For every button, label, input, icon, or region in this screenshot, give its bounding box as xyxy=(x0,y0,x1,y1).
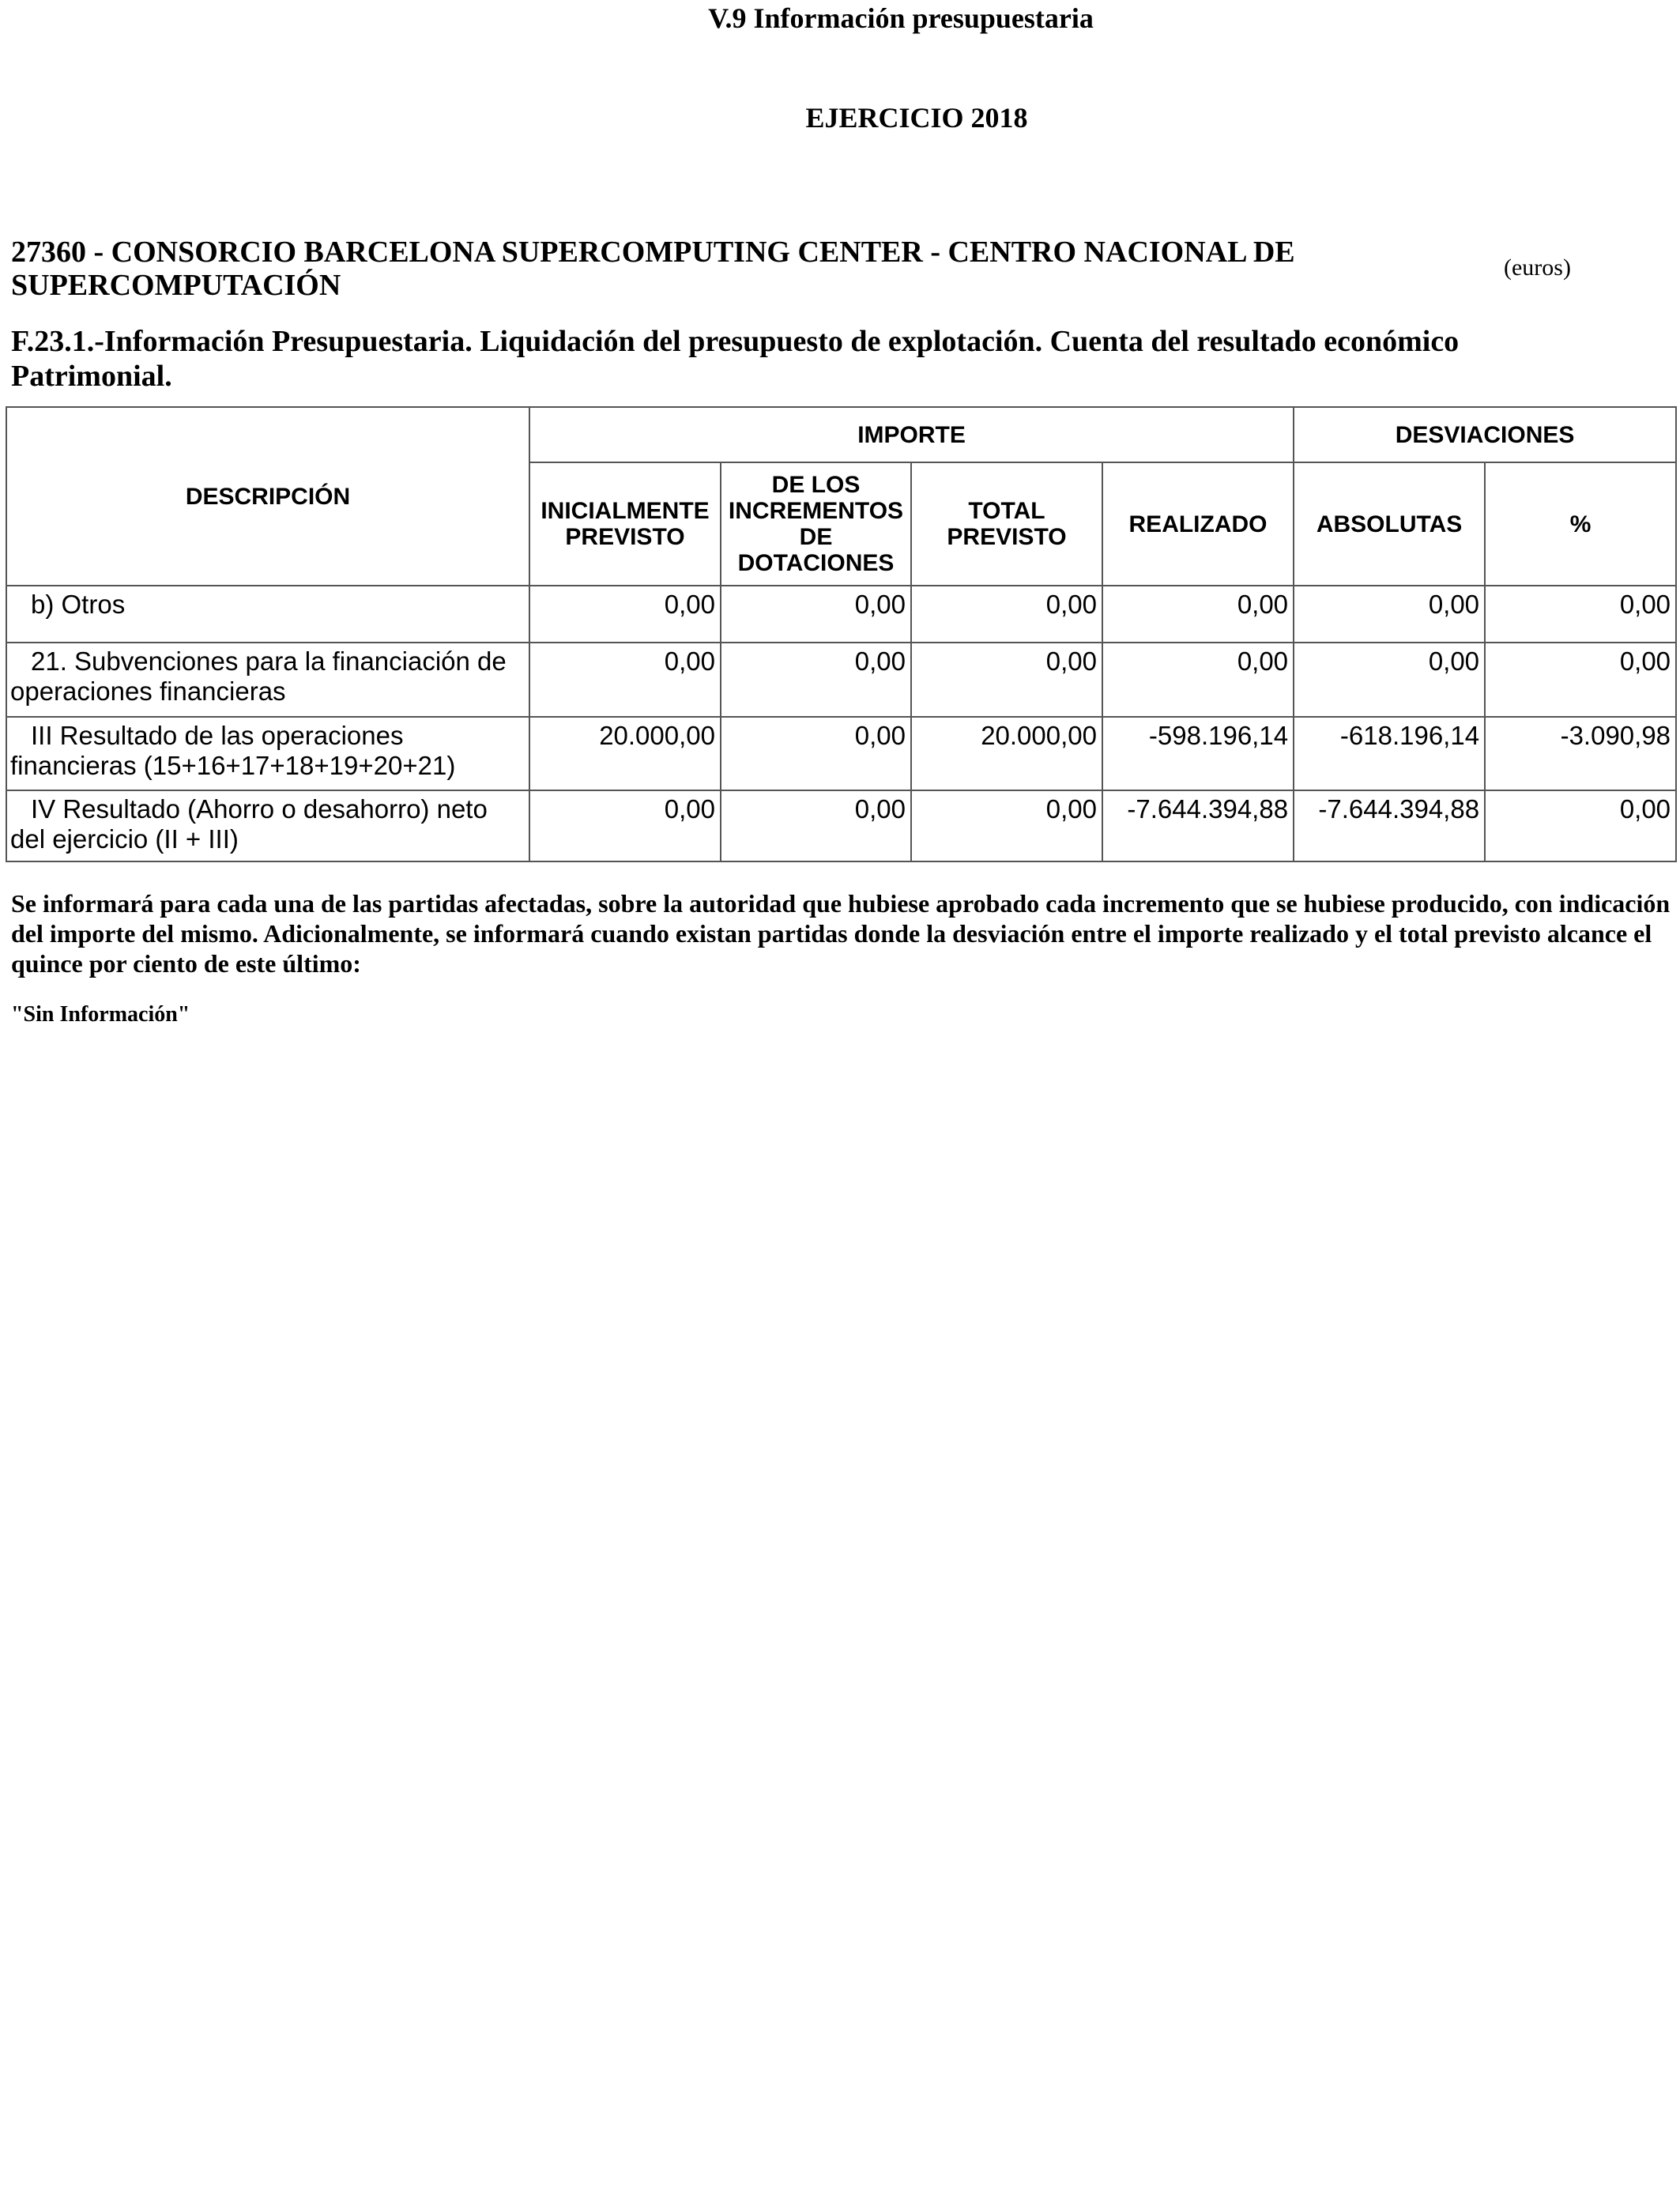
cell-incrementos-dotaciones: 0,00 xyxy=(721,717,911,790)
cell-total-previsto: 20.000,00 xyxy=(911,717,1102,790)
cell-realizado: 0,00 xyxy=(1102,586,1294,643)
cell-absolutas: -7.644.394,88 xyxy=(1294,790,1485,861)
cell-realizado: 0,00 xyxy=(1102,643,1294,717)
row-description: 21. Subvenciones para la financiación de operaciones financieras xyxy=(6,643,529,717)
group-header-desviaciones: DESVIACIONES xyxy=(1294,407,1676,462)
cell-total-previsto: 0,00 xyxy=(911,643,1102,717)
cell-inicialmente-previsto: 0,00 xyxy=(529,586,721,643)
report-title: F.23.1.-Información Presupuestaria. Liquidación del presupuesto de explotación. Cuenta del resultado económico Patrimonial. xyxy=(11,325,1460,393)
currency-note: (euros) xyxy=(1504,254,1571,281)
column-header-absolutas: ABSOLUTAS xyxy=(1294,462,1485,586)
cell-absolutas: 0,00 xyxy=(1294,586,1485,643)
budget-table xyxy=(6,406,1677,862)
footer-note: Se informará para cada una de las partidas afectadas, sobre la autoridad que hubiese aprobado cada incremento que se hubiese producido, con indicación del importe del mismo. Adicionalmente, se informará cuando existan partidas donde la desviación entre el importe realizado y el total previsto alcance el quince por ciento de este último: xyxy=(11,889,1671,978)
cell-realizado: -598.196,14 xyxy=(1102,717,1294,790)
table-row xyxy=(6,717,1676,790)
cell-inicialmente-previsto: 0,00 xyxy=(529,790,721,861)
column-header-descripcion: DESCRIPCIÓN xyxy=(6,407,529,586)
cell-absolutas: 0,00 xyxy=(1294,643,1485,717)
cell-total-previsto: 0,00 xyxy=(911,790,1102,861)
column-header-realizado: REALIZADO xyxy=(1102,462,1294,586)
cell-inicialmente-previsto: 20.000,00 xyxy=(529,717,721,790)
section-title: V.9 Información presupuestaria xyxy=(708,2,1094,34)
column-header-incrementos-dotaciones: DE LOS INCREMENTOS DE DOTACIONES xyxy=(721,462,911,586)
cell-absolutas: -618.196,14 xyxy=(1294,717,1485,790)
exercise-title: EJERCICIO 2018 xyxy=(805,102,1028,134)
column-header-percent: % xyxy=(1485,462,1676,586)
cell-incrementos-dotaciones: 0,00 xyxy=(721,643,911,717)
cell-inicialmente-previsto: 0,00 xyxy=(529,643,721,717)
cell-incrementos-dotaciones: 0,00 xyxy=(721,790,911,861)
cell-realizado: -7.644.394,88 xyxy=(1102,790,1294,861)
entity-title: 27360 - CONSORCIO BARCELONA SUPERCOMPUTING CENTER - CENTRO NACIONAL DE SUPERCOMPUTACIÓN xyxy=(11,236,1295,302)
row-description: b) Otros xyxy=(6,586,529,643)
group-header-importe: IMPORTE xyxy=(529,407,1294,462)
cell-percent: 0,00 xyxy=(1485,586,1676,643)
cell-percent: 0,00 xyxy=(1485,643,1676,717)
cell-incrementos-dotaciones: 0,00 xyxy=(721,586,911,643)
no-information-text: "Sin Información" xyxy=(11,1002,190,1027)
table-row xyxy=(6,643,1676,717)
row-description: IV Resultado (Ahorro o desahorro) neto del ejercicio (II + III) xyxy=(6,790,529,861)
row-description: III Resultado de las operaciones financieras (15+16+17+18+19+20+21) xyxy=(6,717,529,790)
table-row xyxy=(6,586,1676,643)
column-header-inicialmente-previsto: INICIALMENTE PREVISTO xyxy=(529,462,721,586)
table-row xyxy=(6,790,1676,861)
column-header-total-previsto: TOTAL PREVISTO xyxy=(911,462,1102,586)
cell-total-previsto: 0,00 xyxy=(911,586,1102,643)
cell-percent: 0,00 xyxy=(1485,790,1676,861)
cell-percent: -3.090,98 xyxy=(1485,717,1676,790)
